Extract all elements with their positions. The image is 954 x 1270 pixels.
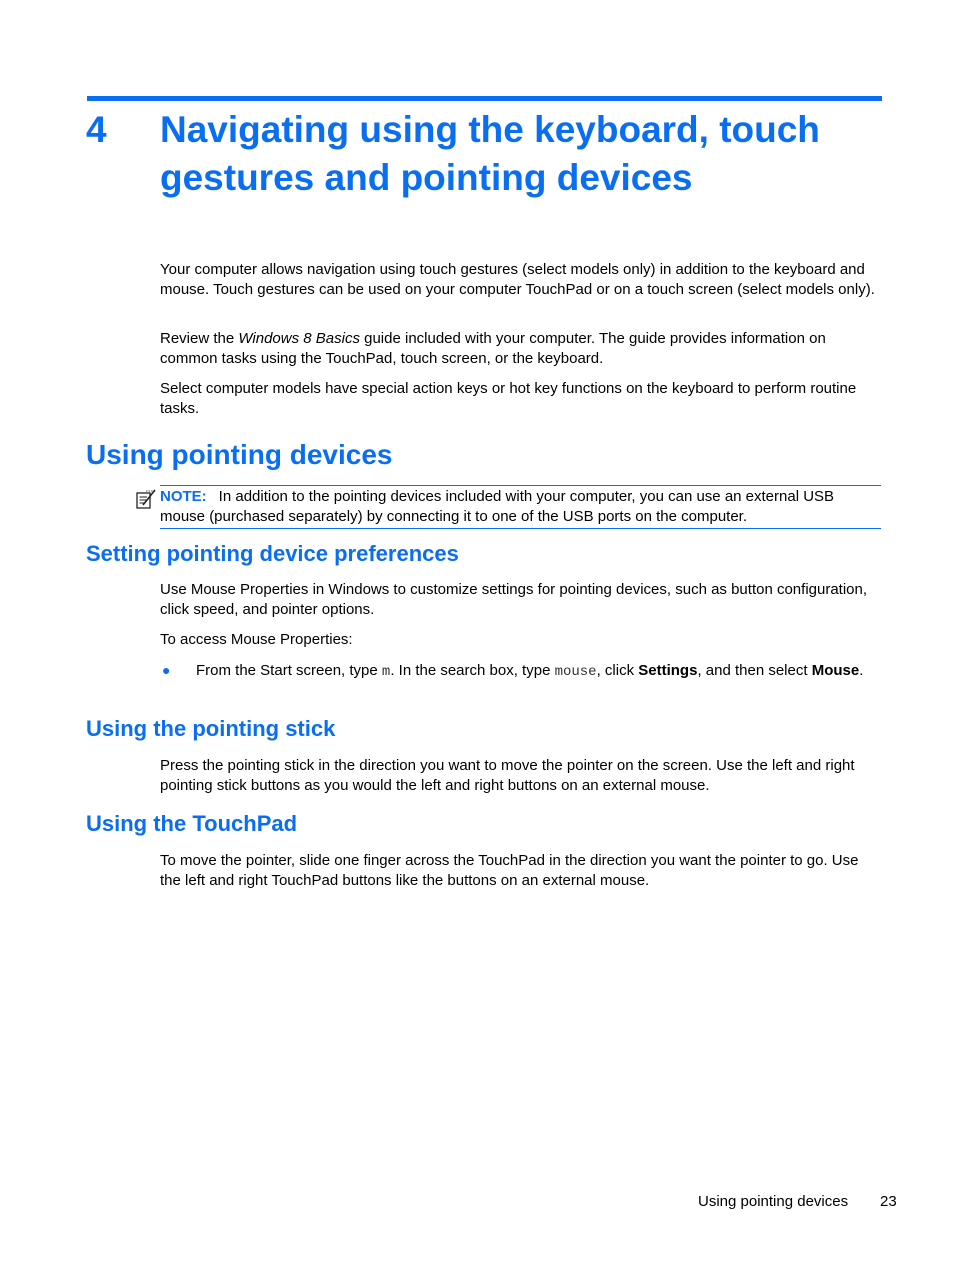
bullet-step bbox=[196, 660, 882, 683]
touchpad-paragraph: To move the pointer, slide one finger across the TouchPad in the direction you want the pointer to go. Use the left and right TouchPad buttons like the buttons on an external mouse. bbox=[160, 852, 859, 889]
intro-p2-end: guide included with your computer. The guide provides information on common tasks using the TouchPad, touch screen, or the keyboard. bbox=[160, 330, 826, 367]
intro-paragraph-1: Your computer allows navigation using touch gestures (select models only) in addition to the keyboard and mouse. Touch gestures can be used on your computer TouchPad or on a touch screen (select models only). bbox=[160, 261, 875, 298]
settings-term: Settings bbox=[638, 662, 698, 679]
step-text: , and then select bbox=[697, 662, 812, 679]
step-text: . In the search box, type bbox=[390, 662, 555, 679]
code-mouse: mouse bbox=[554, 664, 597, 680]
chapter-number: 4 bbox=[86, 109, 107, 150]
mouse-term: Mouse bbox=[811, 662, 860, 679]
footer-page-number: 23 bbox=[880, 1193, 897, 1210]
subheading-pointing-stick: Using the pointing stick bbox=[86, 716, 336, 741]
chapter-rule bbox=[87, 96, 882, 101]
code-m: m bbox=[381, 664, 391, 680]
preferences-paragraph: Use Mouse Properties in Windows to customize settings for pointing devices, such as button configuration, click speed, and pointer options. bbox=[160, 581, 868, 618]
subheading-touchpad: Using the TouchPad bbox=[86, 811, 298, 836]
intro-paragraph-3: Select computer models have special action keys or hot key functions on the keyboard to perform routine tasks. bbox=[160, 380, 857, 417]
step-text: . bbox=[859, 662, 864, 679]
chapter-title: Navigating using the keyboard, touch gestures and pointing devices bbox=[160, 109, 820, 198]
note-icon bbox=[135, 488, 157, 510]
intro-p2-start: Review the bbox=[160, 330, 239, 347]
subheading-preferences: Setting pointing device preferences bbox=[86, 541, 459, 566]
windows-basics-title: Windows 8 Basics bbox=[238, 330, 360, 347]
pointing-stick-paragraph: Press the pointing stick in the direction you want to move the pointer on the screen. Use the left and right pointing stick buttons as you would the left and right buttons on an external mouse. bbox=[160, 757, 855, 794]
section-heading-pointing-devices: Using pointing devices bbox=[86, 439, 393, 470]
access-intro: To access Mouse Properties: bbox=[160, 631, 353, 648]
note-box bbox=[160, 485, 881, 529]
note-label: NOTE: bbox=[160, 488, 207, 505]
step-text: From the Start screen, type bbox=[196, 662, 382, 679]
step-text: , click bbox=[596, 662, 639, 679]
note-text: In addition to the pointing devices included with your computer, you can use an external USB mouse (purchased separately) by connecting it to one of the USB ports on the computer. bbox=[160, 488, 835, 525]
footer-section-title: Using pointing devices bbox=[698, 1193, 849, 1210]
intro-paragraph-2 bbox=[160, 329, 882, 368]
bullet-marker: ● bbox=[162, 662, 171, 678]
